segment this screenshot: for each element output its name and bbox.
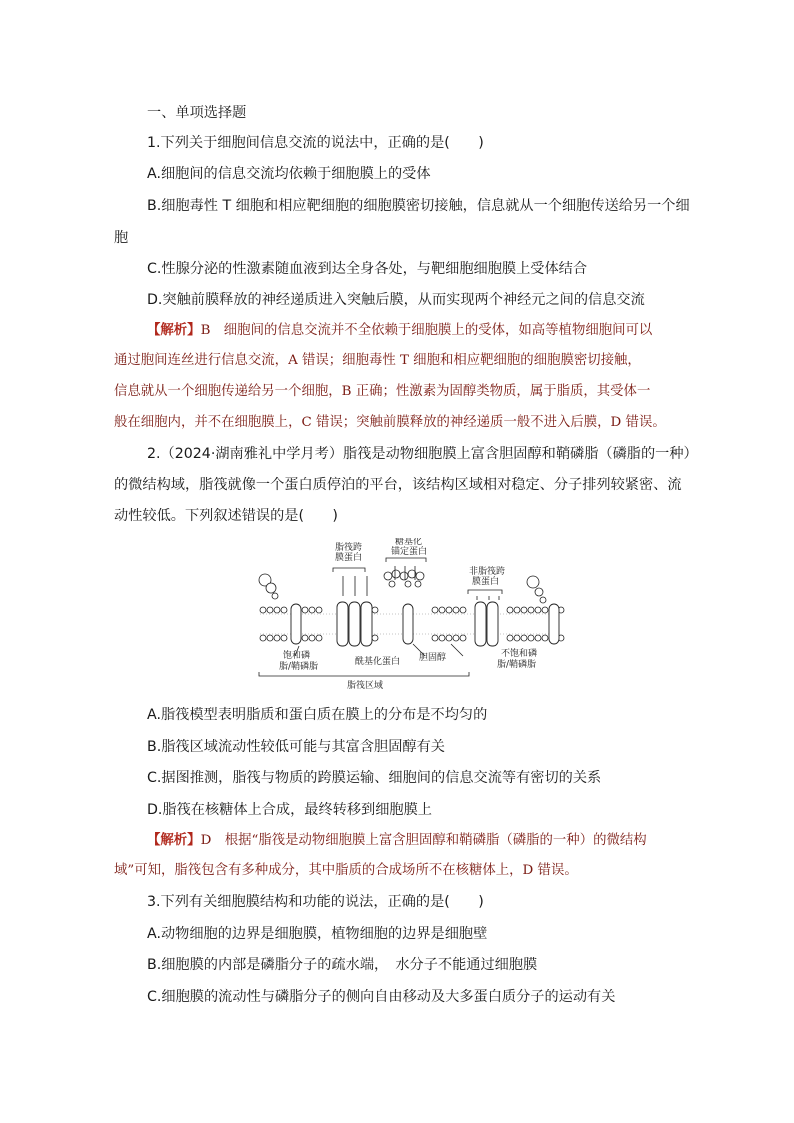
q2-option-d: D.脂筏在核糖体上合成，最终转移到细胞膜上 — [147, 802, 432, 818]
answer-text: B 细胞间的信息交流并不全依赖于细胞膜上的受体，如高等植物细胞间可以 — [200, 323, 653, 338]
answer-text: D 根据“脂筏是动物细胞膜上富含胆固醇和鞘磷脂（磷脂的一种）的微结构 — [200, 833, 647, 848]
q1-option-b-cont: 胞 — [114, 230, 129, 246]
section-title: 一、单项选择题 — [147, 105, 247, 121]
q2-stem-line2: 的微结构域，脂筏就像一个蛋白质停泊的平台，该结构区域相对稳定、分子排列较紧密、流 — [114, 477, 682, 493]
bracket-glyco — [386, 558, 426, 562]
answer-tag: 【解析】 — [147, 832, 201, 848]
membrane-diagram — [255, 538, 573, 690]
bracket-nonraft — [468, 590, 502, 594]
q1-answer-line3: 信息就从一个细胞传递给另一个细胞，B 正确；性激素为固醇类物质，属于脂质，其受体一 — [114, 384, 651, 399]
q1-option-b: B.细胞毒性 T 细胞和相应靶细胞的细胞膜密切接触，信息就从一个细胞传送给另一个细 — [147, 198, 690, 214]
q2-stem-line3: 动性较低。下列叙述错误的是( ) — [114, 508, 338, 524]
q3-option-c: C.细胞膜的流动性与磷脂分子的侧向自由移动及大多蛋白质分子的运动有关 — [147, 989, 616, 1005]
label-acylated-protein: 酰基化蛋白 — [355, 657, 401, 667]
q1-answer-line4: 般在细胞内，并不在细胞膜上，C 错误；突触前膜释放的神经递质一般不进入后膜，D 错误。 — [114, 415, 666, 430]
bracket-raft-tm — [333, 568, 365, 572]
q3-option-a: A.动物细胞的边界是细胞膜，植物细胞的边界是细胞壁 — [147, 926, 488, 942]
q2-option-a: A.脂筏模型表明脂质和蛋白质在膜上的分布是不均匀的 — [147, 707, 488, 723]
bracket-raft-region — [259, 672, 469, 676]
q1-option-d: D.突触前膜释放的神经递质进入突触后膜，从而实现两个神经元之间的信息交流 — [147, 292, 645, 308]
label-cholesterol: 胆固醇 — [419, 653, 447, 663]
q1-stem: 1.下列关于细胞间信息交流的说法中，正确的是( ) — [147, 135, 484, 151]
lipid-raft-figure — [255, 538, 573, 690]
q3-stem: 3.下列有关细胞膜结构和功能的说法，正确的是( ) — [147, 894, 484, 910]
q3-option-b: B.细胞膜的内部是磷脂分子的疏水端， 水分子不能通过细胞膜 — [147, 957, 538, 973]
label-raft-tm-protein: 脂筏跨膜蛋白 — [335, 543, 363, 563]
label-raft-region: 脂筏区域 — [347, 681, 384, 690]
q2-answer-line2: 域”可知，脂筏包含有多种成分，其中脂质的合成场所不在核糖体上，D 错误。 — [114, 863, 578, 878]
q1-option-c: C.性腺分泌的性激素随血液到达全身各处，与靶细胞细胞膜上受体结合 — [147, 261, 588, 277]
q1-answer-line2: 通过胞间连丝进行信息交流，A 错误；细胞毒性 T 细胞和相应靶细胞的细胞膜密切接触， — [114, 353, 641, 368]
label-nonraft-tm-protein: 非脂筏跨膜蛋白 — [469, 567, 506, 587]
q2-answer-line1 — [147, 830, 647, 851]
q1-answer-line1 — [147, 320, 652, 341]
answer-tag: 【解析】 — [147, 322, 201, 338]
q2-option-b: B.脂筏区域流动性较低可能与其富含胆固醇有关 — [147, 739, 445, 755]
label-saturated-phospholipid: 饱和磷脂/鞘磷脂 — [279, 651, 319, 672]
q1-option-a: A.细胞间的信息交流均依赖于细胞膜上的受体 — [147, 166, 431, 182]
pointer-arrows — [295, 566, 499, 656]
q2-stem-line1: 2.（2024·湖南雅礼中学月考）脂筏是动物细胞膜上富含胆固醇和鞘磷脂（磷脂的一种） — [147, 446, 698, 462]
q2-option-c: C.据图推测，脂筏与物质的跨膜运输、细胞间的信息交流等有密切的关系 — [147, 770, 602, 786]
label-glyco-anchor-protein: 糖基化锚定蛋白 — [391, 538, 428, 557]
label-unsaturated-phospholipid: 不饱和磷脂/鞘磷脂 — [497, 649, 538, 670]
